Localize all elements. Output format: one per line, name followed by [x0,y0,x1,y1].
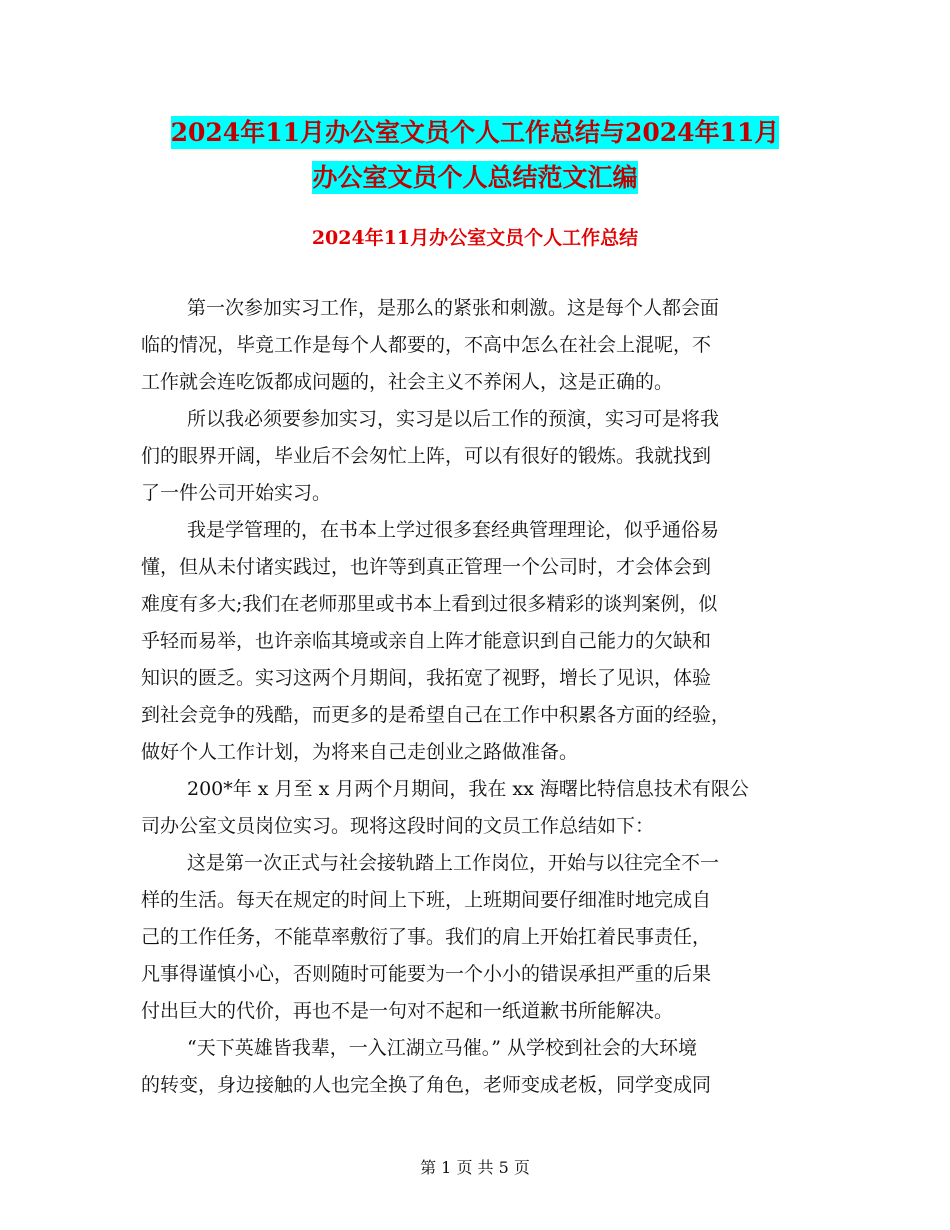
paragraph-line: 临的情况，毕竟工作是每个人都要的，不高中怎么在社会上混呢，不 [141,334,712,356]
document-title-line-2: 办公室文员个人总结范文汇编 [312,163,638,192]
paragraph-line: 付出巨大的代价，再也不是一句对不起和一纸道歉书所能解决。 [141,1000,674,1022]
paragraph-line: 凡事得谨慎小心，否则随时可能要为一个小小的错误承担严重的后果 [141,963,712,985]
paragraph-line: 的转变，身边接触的人也完全换了角色，老师变成老板，同学变成同 [141,1074,712,1096]
paragraph-line: 知识的匮乏。实习这两个月期间，我拓宽了视野，增长了见识，体验 [141,667,712,689]
paragraph-line: 这是第一次正式与社会接轨踏上工作岗位，开始与以往完全不一 [187,852,720,874]
paragraph-line: 我是学管理的，在书本上学过很多套经典管理理论，似乎通俗易 [187,519,720,541]
paragraph-line: 样的生活。每天在规定的时间上下班，上班期间要仔细准时地完成自 [141,889,712,911]
paragraph-line: 到社会竞争的残酷，而更多的是希望自己在工作中积累各方面的经验， [141,704,731,726]
paragraph-line: 了一件公司开始实习。 [141,482,332,504]
paragraph-line: 做好个人工作计划，为将来自己走创业之路做准备。 [141,741,579,763]
body-paragraph [141,845,801,1030]
document-title-line-1: 2024年11月办公室文员个人工作总结与2024年11月 [170,118,780,147]
paragraph-line: 懂，但从未付诸实践过，也许等到真正管理一个公司时，才会体会到 [141,556,712,578]
paragraph-line: 200*年 x 月至 x 月两个月期间，我在 xx 海曙比特信息技术有限公 [187,778,749,800]
body-paragraph [141,290,801,401]
section-title: 2024年11月办公室文员个人工作总结 [311,227,639,249]
body-paragraph [141,1030,801,1104]
paragraph-line: 工作就会连吃饭都成问题的，社会主义不养闲人，这是正确的。 [141,371,674,393]
body-paragraph [141,401,801,512]
paragraph-line: 难度有多大;我们在老师那里或书本上看到过很多精彩的谈判案例，似 [141,593,718,615]
body-paragraph [141,512,801,771]
document-title [140,110,810,200]
paragraph-line: 们的眼界开阔，毕业后不会匆忙上阵，可以有很好的锻炼。我就找到 [141,445,712,467]
paragraph-line: 乎轻而易举，也许亲临其境或亲自上阵才能意识到自己能力的欠缺和 [141,630,712,652]
document-body [141,290,801,1104]
paragraph-line: 司办公室文员岗位实习。现将这段时间的文员工作总结如下： [141,815,655,837]
paragraph-line: 所以我必须要参加实习，实习是以后工作的预演，实习可是将我 [187,408,720,430]
body-paragraph [141,771,801,845]
paragraph-line: 第一次参加实习工作，是那么的紧张和刺激。这是每个人都会面 [187,297,720,319]
page-footer: 第 1 页 共 5 页 [420,1158,530,1177]
paragraph-line: “天下英雄皆我辈，一入江湖立马催。” 从学校到社会的大环境 [187,1037,697,1059]
paragraph-line: 己的工作任务，不能草率敷衍了事。我们的肩上开始扛着民事责任， [141,926,712,948]
